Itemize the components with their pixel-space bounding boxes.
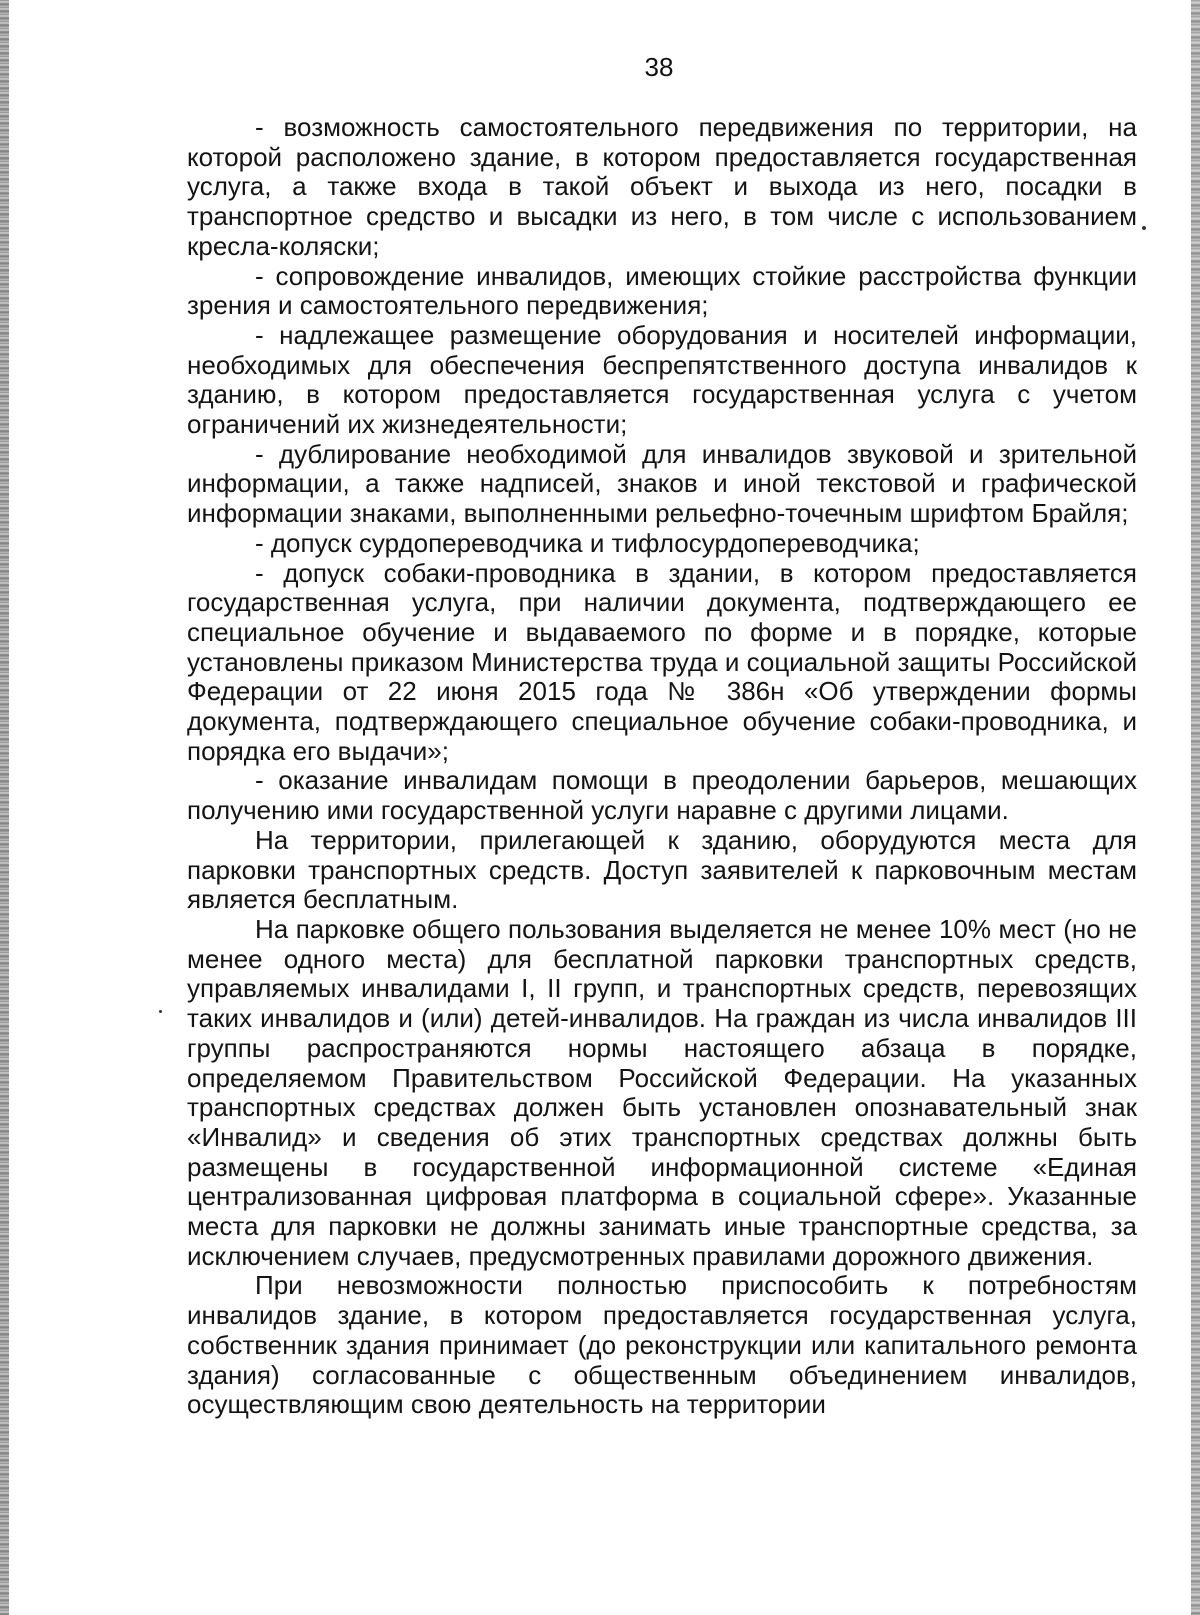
list-item-equipment: - надлежащее размещение оборудования и носителей информации, необходимых для обеспечения беспрепятственного доступа инвалидов к зданию, в котором предоставляется государственная услуга с учетом ограничений их жизнедеятельности; [187, 319, 1137, 440]
page-number: 38 [644, 52, 674, 82]
list-item-braille: - дублирование необходимой для инвалидов звуковой и зрительной информации, а также надписей, знаков и иной текстовой и графической информации знаками, выполненными рельефно-точечным шрифтом Брайля; [187, 438, 1137, 529]
scan-speck [1142, 226, 1146, 230]
paragraph-parking-quota: На парковке общего пользования выделяется не менее 10% мест (но не менее одного места) для бесплатной парковки транспортных средств, управляемых инвалидами I, II групп, и транспортных средств, перевозящих таких инвалидов и (или) детей-инвалидов. На граждан из числа инвалидов III группы распространяются нормы настоящего абзаца в порядке, определяемом Правительством Российской Федерации. На указанных транспортных средствах должен быть установлен опознавательный знак «Инвалид» и сведения об этих транспортных средствах должны быть размещены в государственной информационной системе «Единая централизованная цифровая платформа в социальной сфере». Указанные места для парковки не должны занимать иные транспортные средства, за исключением случаев, предусмотренных правилами дорожного движения. [187, 913, 1137, 1271]
list-item-escort: - сопровождение инвалидов, имеющих стойкие расстройства функции зрения и самостоятельного передвижения; [187, 260, 1137, 321]
list-item-interpreter: - допуск сурдопереводчика и тифлосурдопереводчика; [255, 527, 920, 558]
list-item-guide-dog: - допуск собаки-проводника в здании, в котором предоставляется государственная услуга, при наличии документа, подтверждающего ее специальное обучение и выдаваемого по форме и в порядке, которые установлены приказом Министерства труда и социальной защиты Российской Федерации от 22 июня 2015 года № 386н «Об утверждении формы документа, подтверждающего специальное обучение собаки-проводника, и порядка его выдачи»; [187, 557, 1137, 766]
document-body [187, 113, 1137, 1420]
list-item-assistance: - оказание инвалидам помощи в преодолении барьеров, мешающих получению ими государственной услуги наравне с другими лицами. [187, 765, 1137, 826]
scan-edge-left [0, 0, 9, 1615]
paragraph-parking-area: На территории, прилегающей к зданию, оборудуются места для парковки транспортных средств. Доступ заявителей к парковочным местам является бесплатным. [187, 824, 1137, 915]
scan-edge-right [1191, 0, 1200, 1615]
paragraph-building-adaptation: При невозможности полностью приспособить к потребностям инвалидов здание, в котором предоставляется государственная услуга, собственник здания принимает (до реконструкции или капитального ремонта здания) согласованные с общественным объединением инвалидов, осуществляющим свою деятельность на территории [187, 1270, 1137, 1420]
list-item-mobility: - возможность самостоятельного передвижения по территории, на которой расположено здание, в котором предоставляется государственная услуга, а также входа в такой объект и выхода из него, посадки в транспортное средство и высадки из него, в том числе с использованием кресла-коляски; [187, 112, 1137, 261]
document-page [9, 0, 1191, 1615]
scan-speck [159, 1010, 162, 1013]
